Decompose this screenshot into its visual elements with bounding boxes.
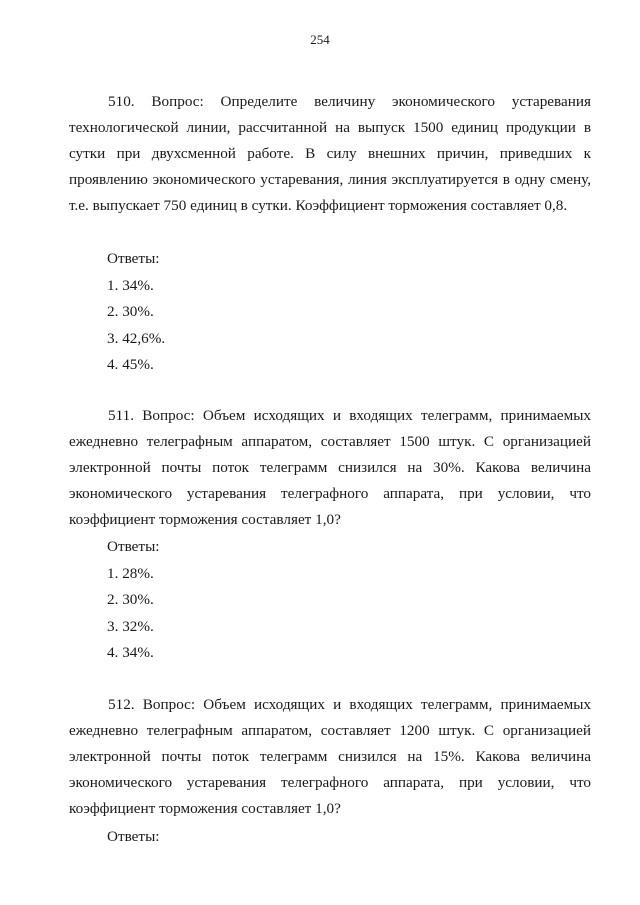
question-511 bbox=[69, 403, 591, 533]
answers-511 bbox=[107, 534, 160, 667]
question-510 bbox=[69, 89, 591, 219]
answer-option: 1. 34%. bbox=[107, 276, 154, 294]
answers-512 bbox=[107, 824, 160, 851]
answer-option: 4. 45%. bbox=[107, 356, 154, 373]
question-512 bbox=[69, 692, 591, 822]
answer-option: 1. 28%. bbox=[107, 564, 154, 582]
answer-option: 3. 42,6%. bbox=[107, 329, 166, 347]
question-text: 512. Вопрос: Объем исходящих и входящих телеграмм, принимаемых ежедневно телеграфным аппаратом, составляет 1200 штук. С организацией электронной почты поток телеграмм снизился на 15%. Какова величина экономического устаревания телеграфного аппарата, при условии, что коэффициент торможения составляет 1,0? bbox=[69, 696, 591, 817]
answers-label: Ответы: bbox=[107, 250, 160, 267]
question-text: 510. Вопрос: Определите величину экономического устаревания технологической линии, рассчитанной на выпуск 1500 единиц продукции в сутки при двухсменной работе. В силу внешних причин, приведших к проявлению экономического устаревания, линия эксплуатируется в одну смену, т.е. выпускает 750 единиц в сутки. Коэффициент торможения составляет 0,8. bbox=[69, 93, 591, 214]
answer-option: 3. 32%. bbox=[107, 617, 154, 635]
question-text: 511. Вопрос: Объем исходящих и входящих телеграмм, принимаемых ежедневно телеграфным аппаратом, составляет 1500 штук. С организацией электронной почты поток телеграмм снизился на 30%. Какова величина экономического устаревания телеграфного аппарата, при условии, что коэффициент торможения составляет 1,0? bbox=[69, 407, 591, 528]
answers-510 bbox=[107, 246, 165, 379]
answer-option: 2. 30%. bbox=[107, 591, 154, 608]
answers-label: Ответы: bbox=[107, 538, 160, 555]
answers-label: Ответы: bbox=[107, 828, 160, 845]
page-number: 254 bbox=[310, 32, 330, 47]
answer-option: 2. 30%. bbox=[107, 303, 154, 320]
answer-option: 4. 34%. bbox=[107, 644, 154, 661]
